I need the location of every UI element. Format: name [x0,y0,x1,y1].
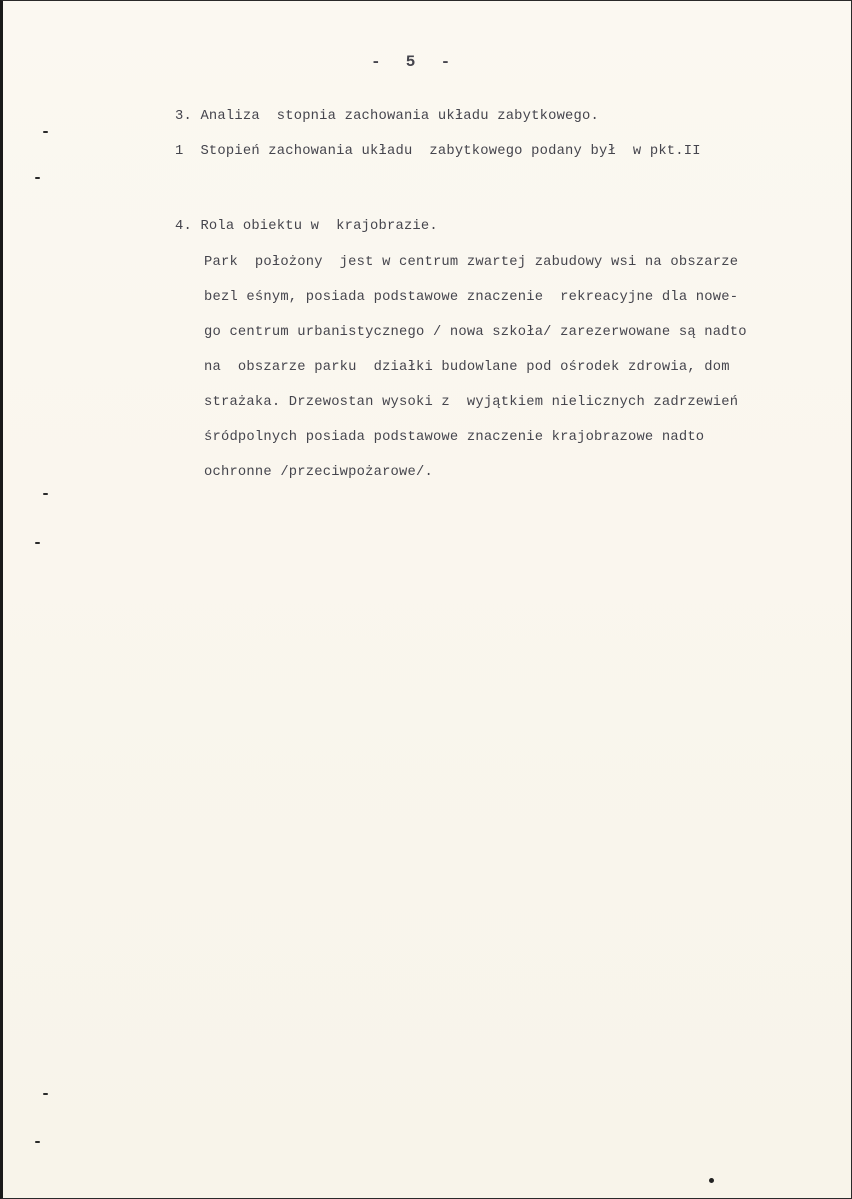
paragraph-line: Park położony jest w centrum zwartej zabudowy wsi na obszarze [204,255,739,270]
margin-mark [43,493,48,495]
paragraph-line: na obszarze parku działki budowlane pod ośrodek zdrowia, dom [204,360,730,375]
page-number: - 5 - [371,53,453,71]
paragraph-line: ochronne /przeciwpożarowe/. [204,465,433,480]
paragraph-line: śródpolnych posiada podstawowe znaczenie krajobrazowe nadto [204,430,705,445]
section-4-heading: 4. Rola obiektu w krajobrazie. [175,219,438,234]
margin-mark [35,1141,40,1143]
section-3-item-1: 1 Stopień zachowania układu zabytkowego podany był w pkt.II [175,144,701,159]
paragraph-line: go centrum urbanistycznego / nowa szkoła/ zarezerwowane są nadto [204,325,747,340]
margin-mark [43,1093,48,1095]
ink-dot [709,1178,714,1183]
margin-mark [43,131,48,133]
paragraph-line: bezl eśnym, posiada podstawowe znaczenie rekreacyjne dla nowe- [204,290,739,305]
section-3-heading: 3. Analiza stopnia zachowania układu zabytkowego. [175,109,599,124]
paragraph-line: strażaka. Drzewostan wysoki z wyjątkiem nielicznych zadrzewień [204,395,739,410]
margin-mark [35,542,40,544]
margin-mark [35,177,40,179]
